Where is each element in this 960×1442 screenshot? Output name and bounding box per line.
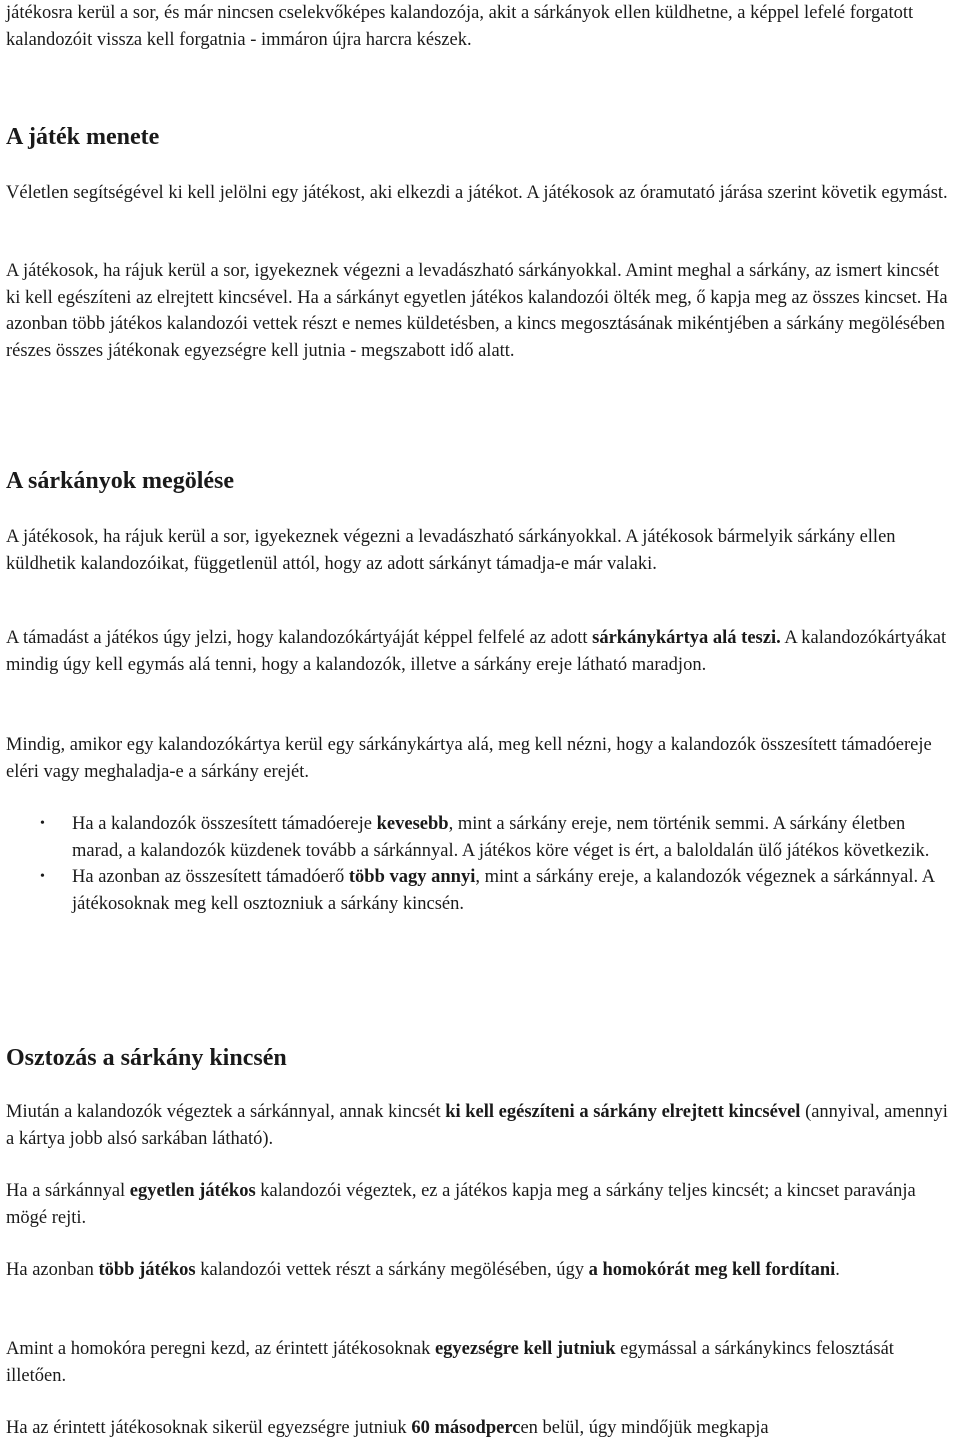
bold-text: egyetlen játékos xyxy=(129,1181,256,1201)
list-item xyxy=(6,864,956,917)
text-run: A kalandozókártyákat mindig úgy kell egymás alá tenni, hogy a kalandozók, illetve a sárkány ereje látható maradjon. xyxy=(6,628,947,675)
text-run: Ha a kalandozók összesített támadóereje xyxy=(72,814,377,834)
bullet-icon: • xyxy=(40,816,45,831)
sharing-paragraph-5 xyxy=(6,1415,956,1442)
bullet-icon: • xyxy=(40,869,45,884)
slaying-paragraph-2 xyxy=(6,625,956,678)
text-run: Amint a homokóra peregni kezd, az érintett játékosoknak xyxy=(6,1339,435,1359)
text-run: Ha azonban az összesített támadóerő xyxy=(72,867,349,887)
bold-text: a homokórát meg kell fordítani xyxy=(588,1260,836,1280)
sharing-paragraph-4 xyxy=(6,1336,956,1389)
text-run: , mint a sárkány ereje, nem történik semmi. A sárkány életben marad, a kalandozók küzdenek tovább a sárkánnyal. A játékos köre véget is ért, a baloldalán ülő játékos következik. xyxy=(72,814,930,861)
section-title-slaying-dragons: A sárkányok megölése xyxy=(6,468,234,494)
bold-text: több vagy annyi xyxy=(348,867,476,887)
list-item xyxy=(6,811,956,864)
bold-text: ki kell egészíteni a sárkány elrejtett kincsével xyxy=(445,1102,801,1122)
section-title-game-flow: A játék menete xyxy=(6,124,160,150)
slaying-paragraph-3: Mindig, amikor egy kalandozókártya kerül egy sárkánykártya alá, meg kell nézni, hogy a kalandozók összesített támadóereje eléri vagy meghaladja-e a sárkány erejét. xyxy=(6,735,932,782)
outcome-list xyxy=(6,811,956,917)
text-run: en belül, úgy mindőjük megkapja xyxy=(520,1418,769,1438)
sharing-paragraph-1 xyxy=(6,1099,956,1152)
game-flow-paragraph-2: A játékosok, ha rájuk kerül a sor, igyekeznek végezni a levadászható sárkányokkal. Amint meghal a sárkány, az ismert kincsét ki kell egészíteni az elrejtett kincsével. Ha a sárkányt egyetlen játékos kalandozói ölték meg, ő kapja meg az összes kincset. Ha azonban több játékos kalandozói vettek részt e nemes küldetésben, a kincs megosztásának mikéntjében a sárkány megölésében részes összes játékonak egyezségre kell jutnia - megszabott idő alatt. xyxy=(6,261,948,361)
text-run: Ha a sárkánnyal xyxy=(6,1181,130,1201)
bold-text: kevesebb xyxy=(376,814,449,834)
text-run: kalandozói végeztek, ez a játékos kapja meg a sárkány teljes kincsét; a kincset paravánja mögé rejti. xyxy=(6,1181,916,1228)
text-run: kalandozói vettek részt a sárkány megölésében, úgy xyxy=(195,1260,589,1280)
text-run: Miután a kalandozók végeztek a sárkánnyal, annak kincsét xyxy=(6,1102,446,1122)
intro-text: játékosra kerül a sor, és már nincsen cselekvőképes kalandozója, akit a sárkányok ellen küldhetne, a képpel lefelé forgatott kalandozóit vissza kell forgatnia - immáron újra harcra készek. xyxy=(6,3,914,50)
text-run: A támadást a játékos úgy jelzi, hogy kalandozókártyáját képpel felfelé az adott xyxy=(6,628,593,648)
bold-text: több játékos xyxy=(98,1260,196,1280)
bold-text: sárkánykártya alá teszi. xyxy=(592,628,781,648)
game-flow-paragraph-1: Véletlen segítségével ki kell jelölni egy játékost, aki elkezdi a játékot. A játékosok az óramutató járása szerint követik egymást. xyxy=(6,183,948,203)
bold-text: 60 másodperc xyxy=(411,1418,521,1438)
text-run: (annyival, amennyi a kártya jobb alsó sarkában látható). xyxy=(6,1102,948,1149)
text-run: , mint a sárkány ereje, a kalandozók végeznek a sárkánnyal. A játékosoknak meg kell osztozniuk a sárkány kincsén. xyxy=(72,867,935,914)
text-run: Ha azonban xyxy=(6,1260,99,1280)
text-run: egymással a sárkánykincs felosztását illetően. xyxy=(6,1339,894,1386)
text-run: . xyxy=(835,1260,840,1280)
sharing-paragraph-3 xyxy=(6,1257,956,1284)
sharing-paragraph-2 xyxy=(6,1178,956,1231)
intro-paragraph xyxy=(6,0,956,53)
bold-text: egyezségre kell jutniuk xyxy=(434,1339,616,1359)
text-run: Ha az érintett játékosoknak sikerül egyezségre jutniuk xyxy=(6,1418,412,1438)
slaying-paragraph-1: A játékosok, ha rájuk kerül a sor, igyekeznek végezni a levadászható sárkányokkal. A játékosok bármelyik sárkány ellen küldhetik kalandozóikat, függetlenül attól, hogy az adott sárkányt támadja-e már valaki. xyxy=(6,527,896,574)
section-title-sharing-treasure: Osztozás a sárkány kincsén xyxy=(6,1045,287,1071)
